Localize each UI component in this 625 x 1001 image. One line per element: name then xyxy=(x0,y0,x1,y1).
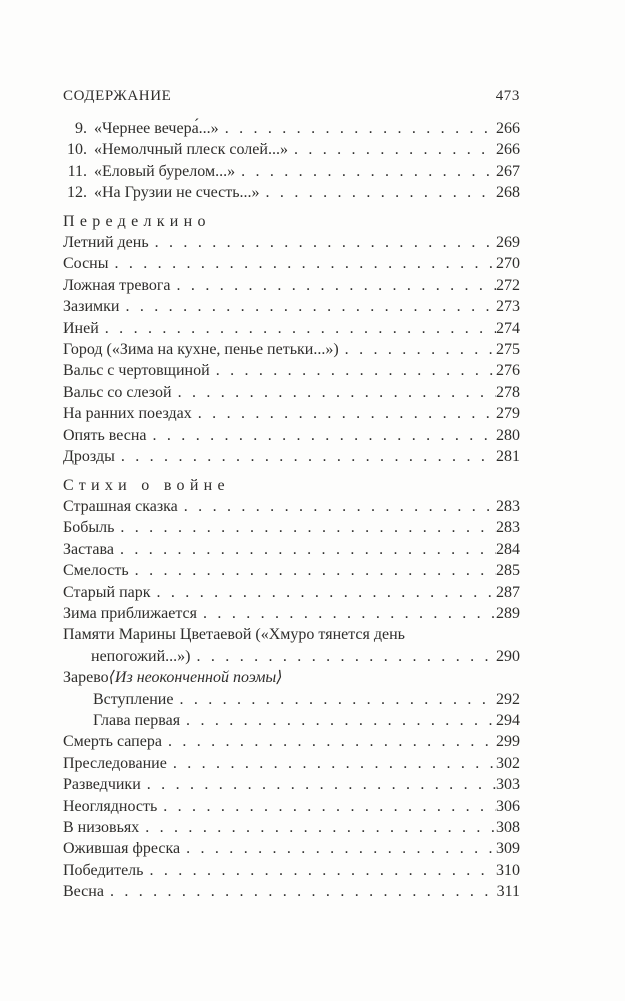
toc-entry xyxy=(63,774,520,795)
entry-title: Бобыль xyxy=(63,519,115,537)
dot-leader xyxy=(110,881,497,902)
entry-title: Вальс с чертовщиной xyxy=(63,362,210,380)
entry-page-number: 272 xyxy=(496,276,520,294)
entry-page-number: 290 xyxy=(496,647,520,665)
entry-title-line2: непогожий...») xyxy=(91,647,191,665)
entry-title: Ожившая фреска xyxy=(63,840,181,858)
entry-title: Зима приближается xyxy=(63,604,198,622)
entry-page-number: 266 xyxy=(496,141,520,159)
dot-leader xyxy=(120,517,496,538)
toc-entry xyxy=(63,710,520,731)
toc-entry xyxy=(63,232,520,253)
toc-entry xyxy=(63,496,520,517)
toc-entry xyxy=(63,881,520,902)
entry-number: 12. xyxy=(67,184,87,202)
toc-section-header xyxy=(63,475,520,496)
entry-title: Разведчики xyxy=(63,776,141,794)
entry-page-number: 303 xyxy=(496,776,520,794)
entry-title: Летний день xyxy=(63,234,149,252)
dot-leader xyxy=(241,161,496,182)
dot-leader xyxy=(145,817,496,838)
toc-entry xyxy=(63,253,520,274)
toc-entry xyxy=(63,731,520,752)
dot-leader xyxy=(153,425,497,446)
dot-leader xyxy=(155,232,496,253)
dot-leader xyxy=(147,774,496,795)
entry-title: На ранних поездах xyxy=(63,405,192,423)
running-title: СОДЕРЖАНИЕ xyxy=(63,88,172,104)
entry-title: Зарево xyxy=(63,669,109,687)
dot-leader xyxy=(125,296,496,317)
toc-entry xyxy=(63,382,520,403)
entry-title: Город («Зима на кухне, пенье петьки...») xyxy=(63,341,339,359)
dot-leader xyxy=(186,838,496,859)
entry-title: Опять весна xyxy=(63,426,147,444)
entry-title: «Чернее вечера́...» xyxy=(94,120,219,137)
toc-entry xyxy=(63,517,520,538)
dot-leader xyxy=(168,731,496,752)
dot-leader xyxy=(197,646,497,667)
entry-title: «На Грузии не счесть...» xyxy=(94,184,260,202)
toc-entry-continuation xyxy=(63,646,520,667)
dot-leader xyxy=(294,139,496,160)
dot-leader xyxy=(178,382,496,403)
entry-page-number: 306 xyxy=(496,797,520,815)
entry-page-number: 276 xyxy=(496,362,520,380)
entry-page-number: 266 xyxy=(496,120,520,137)
toc-entry xyxy=(63,446,520,467)
toc-entry xyxy=(63,275,520,296)
entry-title: Вальс со слезой xyxy=(63,383,172,401)
entry-page-number: 269 xyxy=(496,234,520,252)
entry-page-number: 302 xyxy=(496,754,520,772)
dot-leader xyxy=(173,753,496,774)
folio-page-number: 473 xyxy=(495,88,520,104)
toc-entry xyxy=(63,860,520,881)
entry-page-number: 278 xyxy=(496,383,520,401)
dot-leader xyxy=(120,539,496,560)
toc-entry xyxy=(63,582,520,603)
dot-leader xyxy=(186,710,496,731)
dot-leader xyxy=(114,253,496,274)
toc-entry xyxy=(63,753,520,774)
dot-leader xyxy=(121,446,496,467)
dot-leader xyxy=(163,796,496,817)
entry-page-number: 283 xyxy=(496,519,520,537)
entry-page-number: 311 xyxy=(496,883,520,901)
dot-leader xyxy=(157,582,497,603)
entry-page-number: 274 xyxy=(496,319,520,337)
entry-page-number: 285 xyxy=(496,562,520,580)
entry-title: Неоглядность xyxy=(63,797,158,815)
toc-entry xyxy=(63,689,520,710)
dot-leader xyxy=(135,560,496,581)
dot-leader xyxy=(216,360,496,381)
toc-entry xyxy=(63,624,520,645)
entry-number: 11. xyxy=(67,162,87,180)
entry-title: Смелость xyxy=(63,562,129,580)
entry-number: 10. xyxy=(67,141,87,159)
entry-title: Победитель xyxy=(63,861,144,879)
entry-title: Сосны xyxy=(63,255,109,273)
dot-leader xyxy=(184,496,496,517)
dot-leader xyxy=(179,689,496,710)
toc-entry xyxy=(63,118,520,139)
toc-entry xyxy=(63,817,520,838)
toc-entry xyxy=(63,339,520,360)
entry-page-number: 308 xyxy=(496,819,520,836)
entry-title: Преследование xyxy=(63,754,167,772)
entry-page-number: 309 xyxy=(496,840,520,858)
entry-page-number: 294 xyxy=(496,711,520,729)
toc-entry xyxy=(63,603,520,624)
entry-page-number: 267 xyxy=(496,162,520,180)
dot-leader xyxy=(345,339,496,360)
entry-page-number: 310 xyxy=(496,861,520,879)
toc-list xyxy=(63,118,520,903)
entry-page-number: 281 xyxy=(496,448,520,466)
entry-title: Глава первая xyxy=(93,711,181,729)
toc-entry xyxy=(63,425,520,446)
dot-leader xyxy=(266,182,496,203)
page-header xyxy=(63,86,520,106)
entry-page-number: 279 xyxy=(496,405,520,423)
entry-title: В низовьях xyxy=(63,819,140,836)
toc-entry xyxy=(63,403,520,424)
entry-title: Старый парк xyxy=(63,583,151,601)
entry-page-number: 283 xyxy=(496,497,520,515)
entry-page-number: 292 xyxy=(496,690,520,708)
entry-title: Страшная сказка xyxy=(63,497,178,515)
entry-page-number: 280 xyxy=(496,426,520,444)
entry-page-number: 287 xyxy=(496,583,520,601)
toc-entry xyxy=(63,139,520,160)
entry-title: Вступление xyxy=(93,690,174,708)
entry-title-italic: ⟨Из неоконченной поэмы⟩ xyxy=(108,669,283,687)
toc-entry xyxy=(63,161,520,182)
dot-leader xyxy=(203,603,496,624)
dot-leader xyxy=(198,403,496,424)
entry-page-number: 284 xyxy=(496,540,520,558)
entry-title-line1: Памяти Марины Цветаевой («Хмуро тянется день xyxy=(63,626,405,644)
toc-entry xyxy=(63,667,520,688)
dot-leader xyxy=(149,860,496,881)
entry-title: «Еловый бурелом...» xyxy=(94,162,236,180)
section-title: Стихи о войне xyxy=(63,476,230,494)
entry-title: Иней xyxy=(63,319,99,337)
entry-page-number: 299 xyxy=(496,733,520,751)
entry-page-number: 268 xyxy=(496,184,520,202)
entry-page-number: 270 xyxy=(496,255,520,273)
toc-entry xyxy=(63,318,520,339)
entry-title: Дрозды xyxy=(63,448,115,466)
entry-title: Весна xyxy=(63,883,104,901)
entry-title: «Немолчный плеск солей...» xyxy=(94,141,288,159)
dot-leader xyxy=(177,275,496,296)
entry-title: Зазимки xyxy=(63,298,120,316)
dot-leader xyxy=(105,318,496,339)
toc-entry xyxy=(63,539,520,560)
entry-title: Застава xyxy=(63,540,114,558)
toc-entry xyxy=(63,360,520,381)
entry-page-number: 289 xyxy=(496,604,520,622)
entry-number: 9. xyxy=(75,120,87,137)
entry-page-number: 273 xyxy=(496,298,520,316)
entry-page-number: 275 xyxy=(496,341,520,359)
toc-entry xyxy=(63,182,520,203)
dot-leader xyxy=(225,118,496,139)
entry-title: Смерть сапера xyxy=(63,733,162,751)
toc-section-header xyxy=(63,211,520,232)
toc-entry xyxy=(63,560,520,581)
section-title: Переделкино xyxy=(63,212,211,230)
toc-entry xyxy=(63,796,520,817)
toc-entry xyxy=(63,838,520,859)
entry-title: Ложная тревога xyxy=(63,276,171,294)
toc-entry xyxy=(63,296,520,317)
